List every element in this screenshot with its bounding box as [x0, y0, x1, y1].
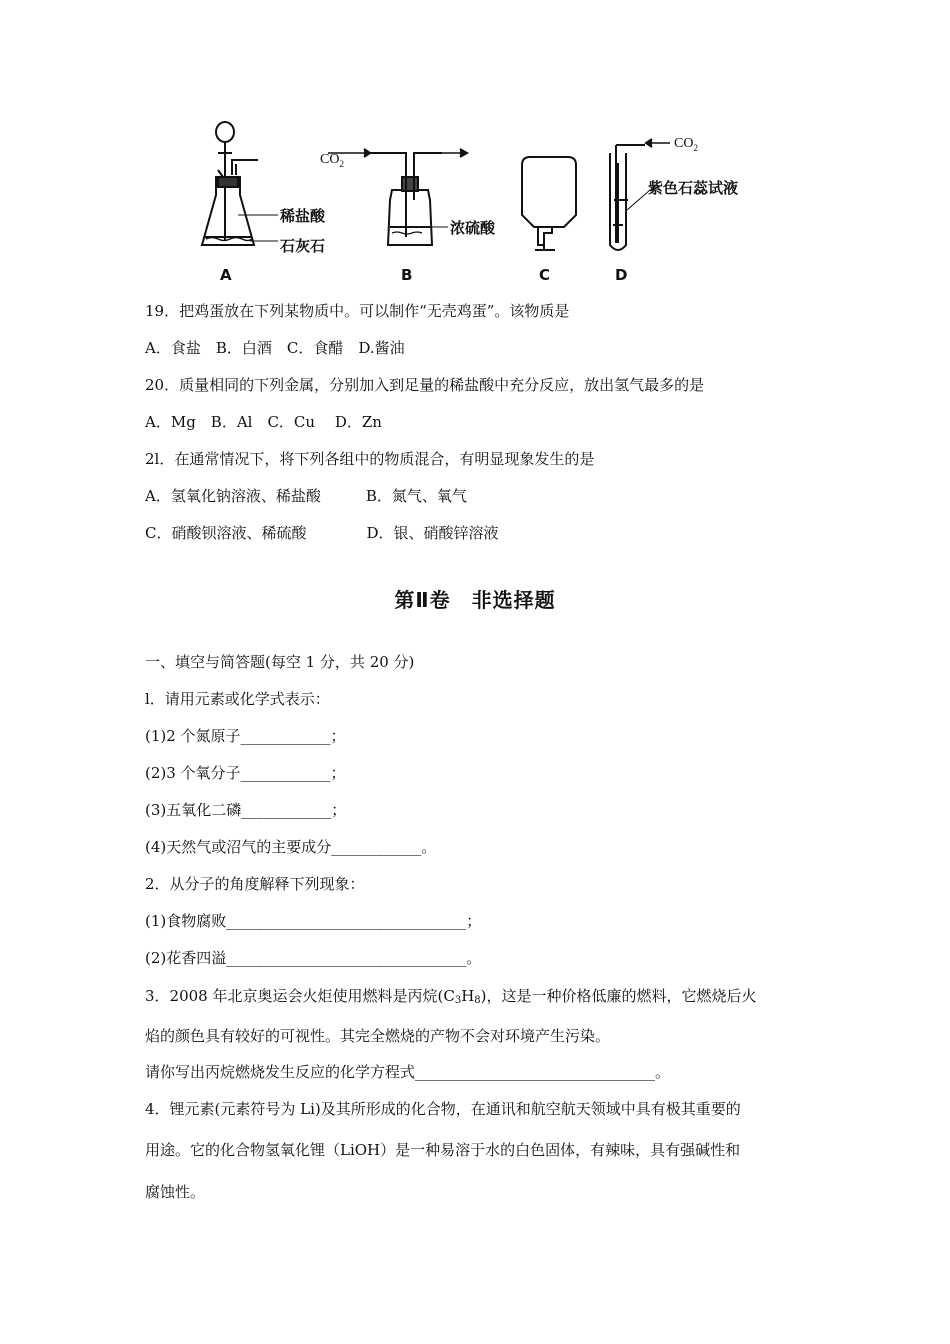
apparatus-a — [202, 122, 278, 245]
part2-title: 第Ⅱ卷 非选择题 — [394, 588, 556, 612]
q20-options: A．Mg B．Al C．Cu D．Zn — [145, 413, 382, 431]
s1q3-line2: 焰的颜色具有较好的可视性。其完全燃烧的产物不会对环境产生污染。 — [145, 1027, 611, 1045]
q19-options: A．食盐 B．白酒 C．食醋 D.酱油 — [145, 339, 405, 357]
s1q1-b: (2)3 个氧分子____________； — [145, 764, 346, 782]
s1q4-line1: 4．锂元素(元素符号为 Li)及其所形成的化合物，在通讯和航空航天领域中具有极其重要的 — [145, 1100, 741, 1118]
label-co2-b: $CO_2$ — [320, 152, 344, 169]
label-h2so4: 浓硫酸 — [450, 219, 496, 237]
s1q3-line3: 请你写出丙烷燃烧发生反应的化学方程式________________________________。 — [145, 1063, 671, 1081]
s1q1-a: (1)2 个氮原子____________； — [145, 727, 346, 745]
label-co2-d: $CO_2$ — [674, 136, 698, 153]
section1-title: 一、填空与简答题(每空 1 分，共 20 分) — [145, 653, 415, 671]
label-hcl: 稀盐酸 — [280, 207, 326, 225]
label-a: A — [220, 266, 232, 284]
s1q2-b: (2)花香四溢________________________________。 — [145, 949, 482, 967]
s1q4-line3: 腐蚀性。 — [145, 1183, 206, 1201]
s1q1-c: (3)五氧化二磷____________； — [145, 801, 347, 819]
q20-stem: 20．质量相同的下列金属，分别加入到足量的稀盐酸中充分反应，放出氢气最多的是 — [145, 376, 705, 394]
s1q2-a: (1)食物腐败________________________________； — [145, 912, 482, 930]
q21-options-ab: A．氢氧化钠溶液、稀盐酸 B．氮气、氧气 — [145, 487, 467, 505]
q19-stem: 19．把鸡蛋放在下列某物质中。可以制作“无壳鸡蛋”。该物质是 — [145, 302, 570, 320]
s1q4-line2: 用途。它的化合物氢氧化锂（LiOH）是一种易溶于水的白色固体，有辣味，具有强碱性和 — [145, 1141, 741, 1159]
s1q1-stem: l．请用元素或化学式表示： — [145, 690, 330, 708]
label-d: D — [615, 266, 628, 284]
label-litmus: 紫色石蕊试液 — [648, 179, 739, 197]
s1q1-d: (4)天然气或沼气的主要成分____________。 — [145, 838, 437, 856]
apparatus-b — [328, 149, 467, 245]
q21-options-cd: C．硝酸钡溶液、稀硫酸 D．银、硝酸锌溶液 — [145, 524, 499, 542]
s1q3-line1: 3．2008 年北京奥运会火炬使用燃料是丙烷$(C_3H_8)$，这是一种价格低廉的燃料，它燃烧后火 — [145, 987, 757, 1006]
s1q2-stem: 2．从分子的角度解释下列现象： — [145, 875, 365, 893]
label-b: B — [401, 266, 413, 284]
apparatus-figure — [180, 115, 780, 290]
apparatus-c — [522, 157, 576, 250]
q21-stem: 2l．在通常情况下，将下列各组中的物质混合，有明显现象发生的是 — [145, 450, 595, 468]
label-limestone: 石灰石 — [280, 237, 326, 255]
label-c: C — [539, 266, 551, 284]
